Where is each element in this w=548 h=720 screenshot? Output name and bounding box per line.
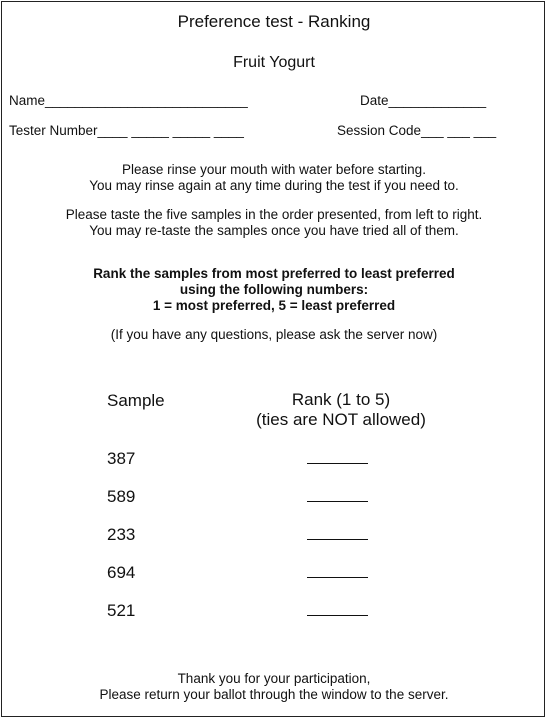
name-label: Name [9, 93, 46, 108]
taste-line-2: You may re-taste the samples once you have tried all of them. [89, 223, 459, 238]
tester-number-field[interactable] [9, 123, 244, 138]
sample-column-header: Sample [107, 391, 165, 410]
date-label: Date [360, 93, 389, 108]
ballot-border [1, 1, 545, 717]
taste-instruction [0, 207, 548, 239]
sample-code: 589 [107, 487, 136, 506]
name-blank: ___________________________ [45, 93, 248, 108]
rinse-line-2: You may rinse again at any time during the test if you need to. [89, 178, 459, 193]
footer-line-2: Please return your ballot through the window to the server. [99, 687, 449, 702]
rank-input-blank[interactable] [307, 615, 368, 616]
rank-header-line-1: Rank (1 to 5) [291, 390, 391, 409]
rank-line-3: 1 = most preferred, 5 = least preferred [152, 298, 396, 313]
rinse-line-1: Please rinse your mouth with water before starting. [122, 162, 426, 177]
sample-code: 694 [107, 563, 136, 582]
rank-column-header [232, 390, 450, 430]
ranking-instruction [0, 266, 548, 314]
tester-number-blank: ____ _____ _____ ____ [97, 123, 244, 138]
footer-line-1: Thank you for your participation, [177, 671, 371, 686]
name-field[interactable] [9, 93, 248, 108]
rank-line-1: Rank the samples from most preferred to least preferred [93, 266, 455, 281]
tester-number-label: Tester Number [9, 123, 98, 138]
rank-line-2: using the following numbers: [179, 282, 369, 297]
session-code-label: Session Code [337, 123, 422, 138]
rank-input-blank[interactable] [307, 501, 368, 502]
footer-thanks [0, 671, 548, 703]
taste-line-1: Please taste the five samples in the order presented, from left to right. [65, 207, 483, 222]
sample-code: 521 [107, 601, 136, 620]
date-blank: _____________ [388, 93, 487, 108]
sample-code: 233 [107, 525, 136, 544]
rank-input-blank[interactable] [307, 577, 368, 578]
session-code-blank: ___ ___ ___ [421, 123, 497, 138]
rinse-instruction [0, 162, 548, 194]
session-code-field[interactable] [337, 123, 496, 138]
ballot-title: Preference test - Ranking [177, 12, 371, 31]
date-field[interactable] [360, 93, 486, 108]
questions-note: (If you have any questions, please ask the server now) [110, 327, 438, 342]
rank-input-blank[interactable] [307, 463, 368, 464]
rank-input-blank[interactable] [307, 539, 368, 540]
sample-code: 387 [107, 449, 136, 468]
rank-header-line-2: (ties are NOT allowed) [256, 410, 426, 429]
product-name: Fruit Yogurt [233, 54, 315, 71]
